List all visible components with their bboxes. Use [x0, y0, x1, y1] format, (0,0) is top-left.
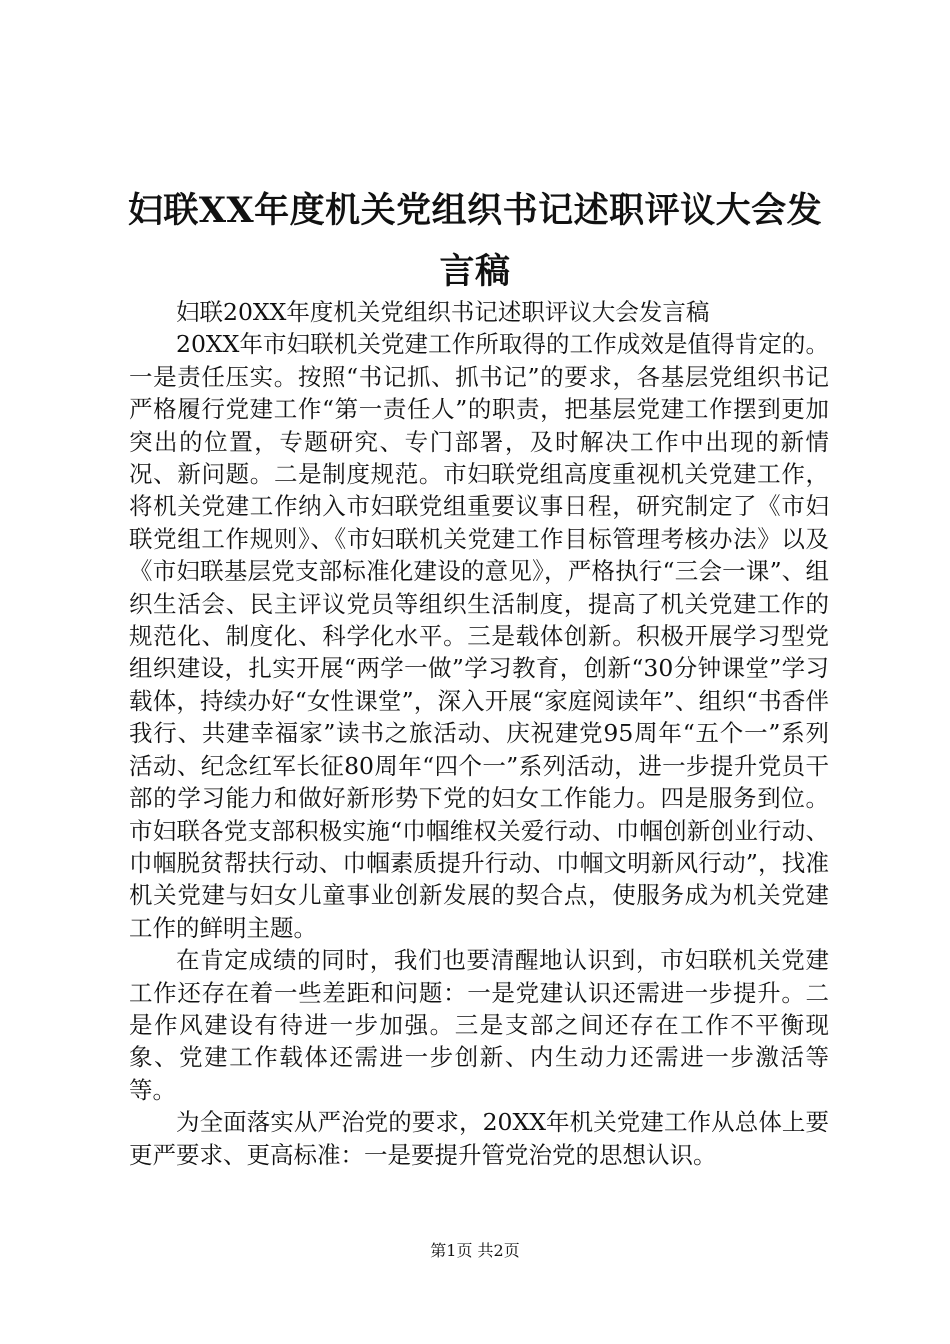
- page-footer: 第1页 共2页: [430, 1241, 520, 1260]
- document-title: 妇联XX年度机关党组织书记述职评议大会发言稿: [127, 190, 823, 292]
- paragraph-heading: 妇联20XX年度机关党组织书记述职评议大会发言稿: [176, 298, 710, 326]
- document-body: [129, 296, 829, 1171]
- paragraph-problems: 在肯定成绩的同时，我们也要清醒地认识到，市妇联机关党建工作还存在着一些差距和问题：一是党建认识还需进一步提升。二是作风建设有待进一步加强。三是支部之间还存在工作不平衡现象、党建工作载体还需进一步创新、内生动力还需进一步激活等等。: [129, 946, 829, 1104]
- paragraph-achievements: 20XX年市妇联机关党建工作所取得的工作成效是值得肯定的。一是责任压实。按照“书记抓、抓书记”的要求，各基层党组织书记严格履行党建工作“第一责任人”的职责，把基层党建工作摆到更加突出的位置，专题研究、专门部署，及时解决工作中出现的新情况、新问题。二是制度规范。市妇联党组高度重视机关党建工作，将机关党建工作纳入市妇联党组重要议事日程，研究制定了《市妇联党组工作规则》、《市妇联机关党建工作目标管理考核办法》以及《市妇联基层党支部标准化建设的意见》，严格执行“三会一课”、组织生活会、民主评议党员等组织生活制度，提高了机关党建工作的规范化、制度化、科学化水平。三是载体创新。积极开展学习型党组织建设，扎实开展“两学一做”学习教育，创新“30分钟课堂”学习载体，持续办好“女性课堂”，深入开展“家庭阅读年”、组织“书香伴我行、共建幸福家”读书之旅活动、庆祝建党95周年“五个一”系列活动、纪念红军长征80周年“四个一”系列活动，进一步提升党员干部的学习能力和做好新形势下党的妇女工作能力。四是服务到位。市妇联各党支部积极实施“巾帼维权关爱行动、巾帼创新创业行动、巾帼脱贫帮扶行动、巾帼素质提升行动、巾帼文明新风行动”，找准机关党建与妇女儿童事业创新发展的契合点，使服务成为机关党建工作的鲜明主题。: [129, 330, 829, 942]
- paragraph-requirements: 为全面落实从严治党的要求，20XX年机关党建工作从总体上要更严要求、更高标准：一是要提升管党治党的思想认识。: [129, 1108, 829, 1169]
